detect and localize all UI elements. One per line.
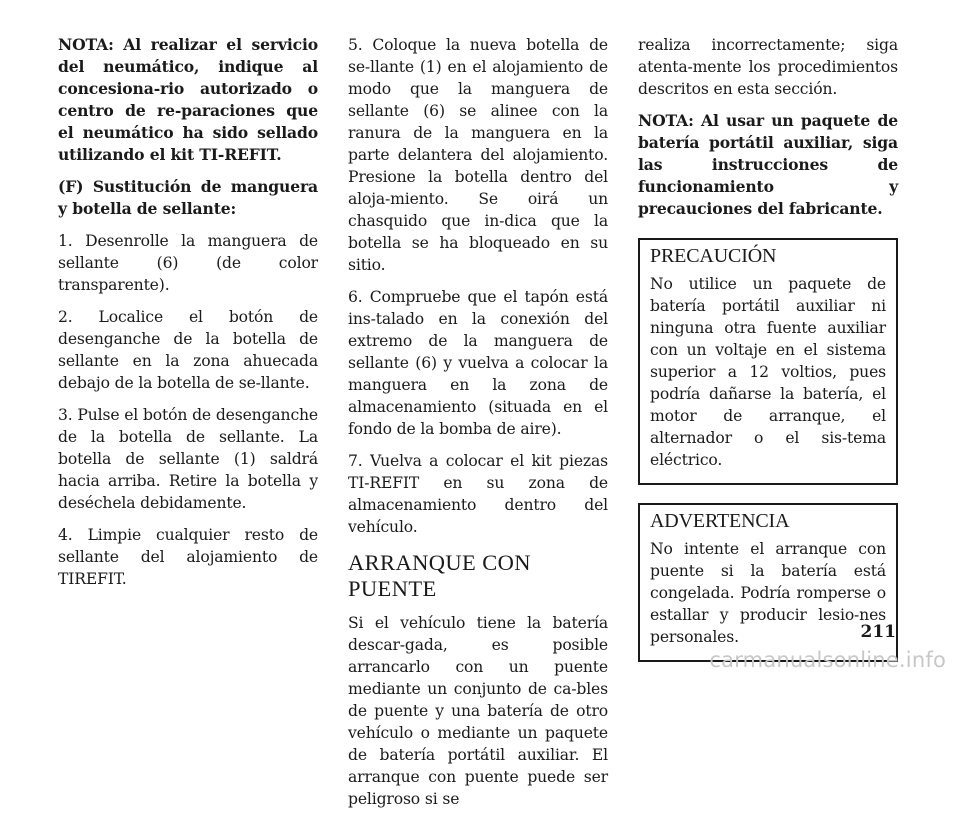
watermark: carmanualsonline.info (709, 648, 946, 672)
step-6: 6. Compruebe que el tapón está ins-talado en la conexión del extremo de la manguera de sellante (6) y vuelva a colocar la manguera en la zona de almacenamiento (situada en el fondo de la bomba de aire). (348, 288, 608, 438)
caution-box (638, 238, 898, 485)
caution-text: No utilice un paquete de batería portátil auxiliar ni ninguna otra fuente auxiliar con un voltaje en el sistema superior a 12 voltios, pues podría dañarse la batería, el motor de arranque, el alternador o el sis-tema eléctrico. (650, 275, 886, 469)
jump-start-continuation: realiza incorrectamente; siga atenta-mente los procedimientos descritos en esta sección. (638, 36, 898, 98)
caution-title: PRECAUCIÓN (650, 245, 777, 267)
nota-battery-pack: NOTA: Al usar un paquete de batería portátil auxiliar, siga las instrucciones de funcionamiento y precauciones del fabricante. (638, 111, 898, 218)
step-2: 2. Localice el botón de desenganche de la botella de sellante en la zona ahuecada debajo de la botella de se-llante. (58, 308, 318, 392)
subheading-hose-replacement: (F) Sustitución de manguera y botella de sellante: (58, 177, 318, 218)
step-5: 5. Coloque la nueva botella de se-llante (1) en el alojamiento de modo que la manguera de sellante (6) se alinee con la ranura de la manguera en la parte delantera del alojamiento. Presione la botella dentro del aloja-miento. Se oirá un chasquido que in-dica que la botella se ha bloqueado en su sitio. (348, 36, 608, 274)
step-1: 1. Desenrolle la manguera de sellante (6) (de color transparente). (58, 232, 318, 294)
column-right (638, 34, 898, 662)
step-7: 7. Vuelva a colocar el kit piezas TI-REFIT en su zona de almacenamiento dentro del vehículo. (348, 452, 608, 536)
page-number: 211 (860, 622, 896, 642)
warning-title: ADVERTENCIA (650, 510, 790, 532)
warning-text: No intente el arranque con puente si la batería está congelada. Podría romperse o estallar y producir lesio-nes personales. (650, 540, 886, 646)
step-3: 3. Pulse el botón de desenganche de la botella de sellante. La botella de sellante (1) saldrá hacia arriba. Retire la botella y deséchela debidamente. (58, 406, 318, 512)
column-left (58, 34, 318, 600)
column-middle (348, 34, 608, 820)
nota-service-note: NOTA: Al realizar el servicio del neumático, indique al concesiona-rio autorizado o centro de re-paraciones que el neumático ha sido sellado utilizando el kit TI-REFIT. (58, 35, 318, 164)
jump-start-intro: Si el vehículo tiene la batería descar-gada, es posible arrancarlo con un puente mediante un conjunto de ca-bles de puente y una batería de otro vehículo o mediante un paquete de batería portátil auxiliar. El arranque con puente puede ser peligroso si se (348, 614, 608, 808)
step-4: 4. Limpie cualquier resto de sellante del alojamiento de TIREFIT. (58, 526, 318, 588)
warning-box (638, 503, 898, 662)
section-heading-jump-start: ARRANQUE CON PUENTE (348, 550, 531, 601)
